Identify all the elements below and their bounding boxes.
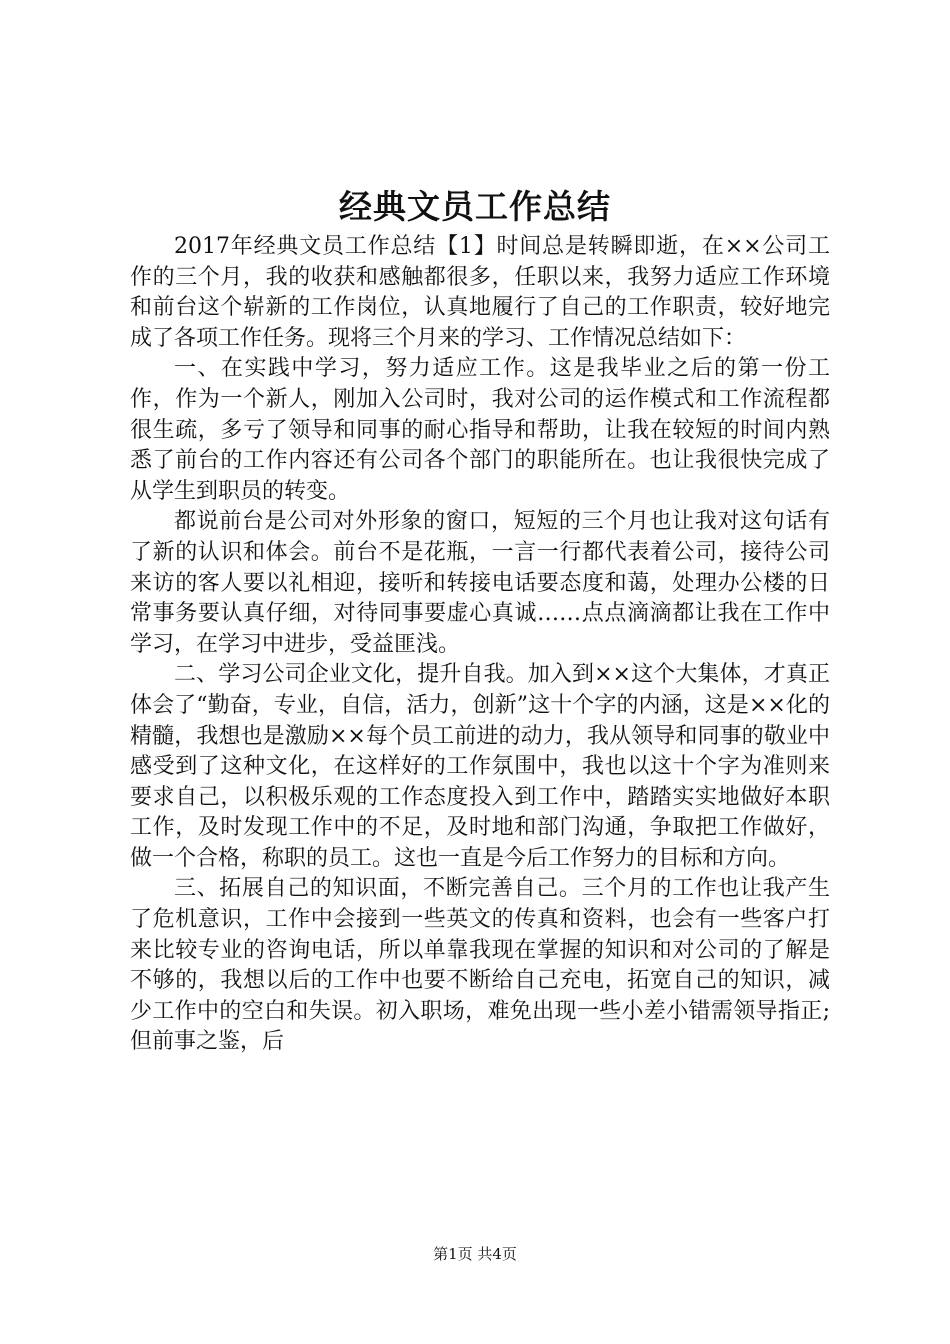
paragraph-front-desk: 都说前台是公司对外形象的窗口，短短的三个月也让我对这句话有了新的认识和体会。前台不是花瓶，一言一行都代表着公司，接待公司来访的客人要以礼相迎，接听和转接电话要态度和蔼，处理办公楼的日常事务要认真仔细，对待同事要虚心真诚……点点滴滴都让我在工作中学习，在学习中进步，受益匪浅。	[130, 509, 830, 657]
paragraph-intro: 2017年经典文员工作总结【1】时间总是转瞬即逝，在××公司工作的三个月，我的收获和感触都很多，任职以来，我努力适应工作环境和前台这个崭新的工作岗位，认真地履行了自己的工作职责，较好地完成了各项工作任务。现将三个月来的学习、工作情况总结如下：	[130, 234, 830, 351]
page-footer: 第1页 共4页	[433, 1245, 517, 1263]
document-body	[130, 232, 830, 1058]
paragraph-section-2: 二、学习公司企业文化，提升自我。加入到××这个大集体，才真正体会了“勤奋，专业，自信，活力，创新”这十个字的内涵，这是××化的精髓，我想也是激励××每个员工前进的动力，我从领导和同事的敬业中感受到了这种文化，在这样好的工作氛围中，我也以这十个字为准则来要求自己，以积极乐观的工作态度投入到工作中，踏踏实实地做好本职工作，及时发现工作中的不足，及时地和部门沟通，争取把工作做好，做一个合格，称职的员工。这也一直是今后工作努力的目标和方向。	[130, 662, 830, 871]
document-title: 经典文员工作总结	[339, 187, 611, 226]
paragraph-section-3: 三、拓展自己的知识面，不断完善自己。三个月的工作也让我产生了危机意识，工作中会接到一些英文的传真和资料，也会有一些客户打来比较专业的咨询电话，所以单靠我现在掌握的知识和对公司的了解是不够的，我想以后的工作中也要不断给自己充电，拓宽自己的知识，减少工作中的空白和失误。初入职场，难免出现一些小差小错需领导指正;但前事之鉴，后	[130, 876, 830, 1055]
paragraph-section-1: 一、在实践中学习，努力适应工作。这是我毕业之后的第一份工作，作为一个新人，刚加入公司时，我对公司的运作模式和工作流程都很生疏，多亏了领导和同事的耐心指导和帮助，让我在较短的时间内熟悉了前台的工作内容还有公司各个部门的职能所在。也让我很快完成了从学生到职员的转变。	[130, 356, 830, 504]
